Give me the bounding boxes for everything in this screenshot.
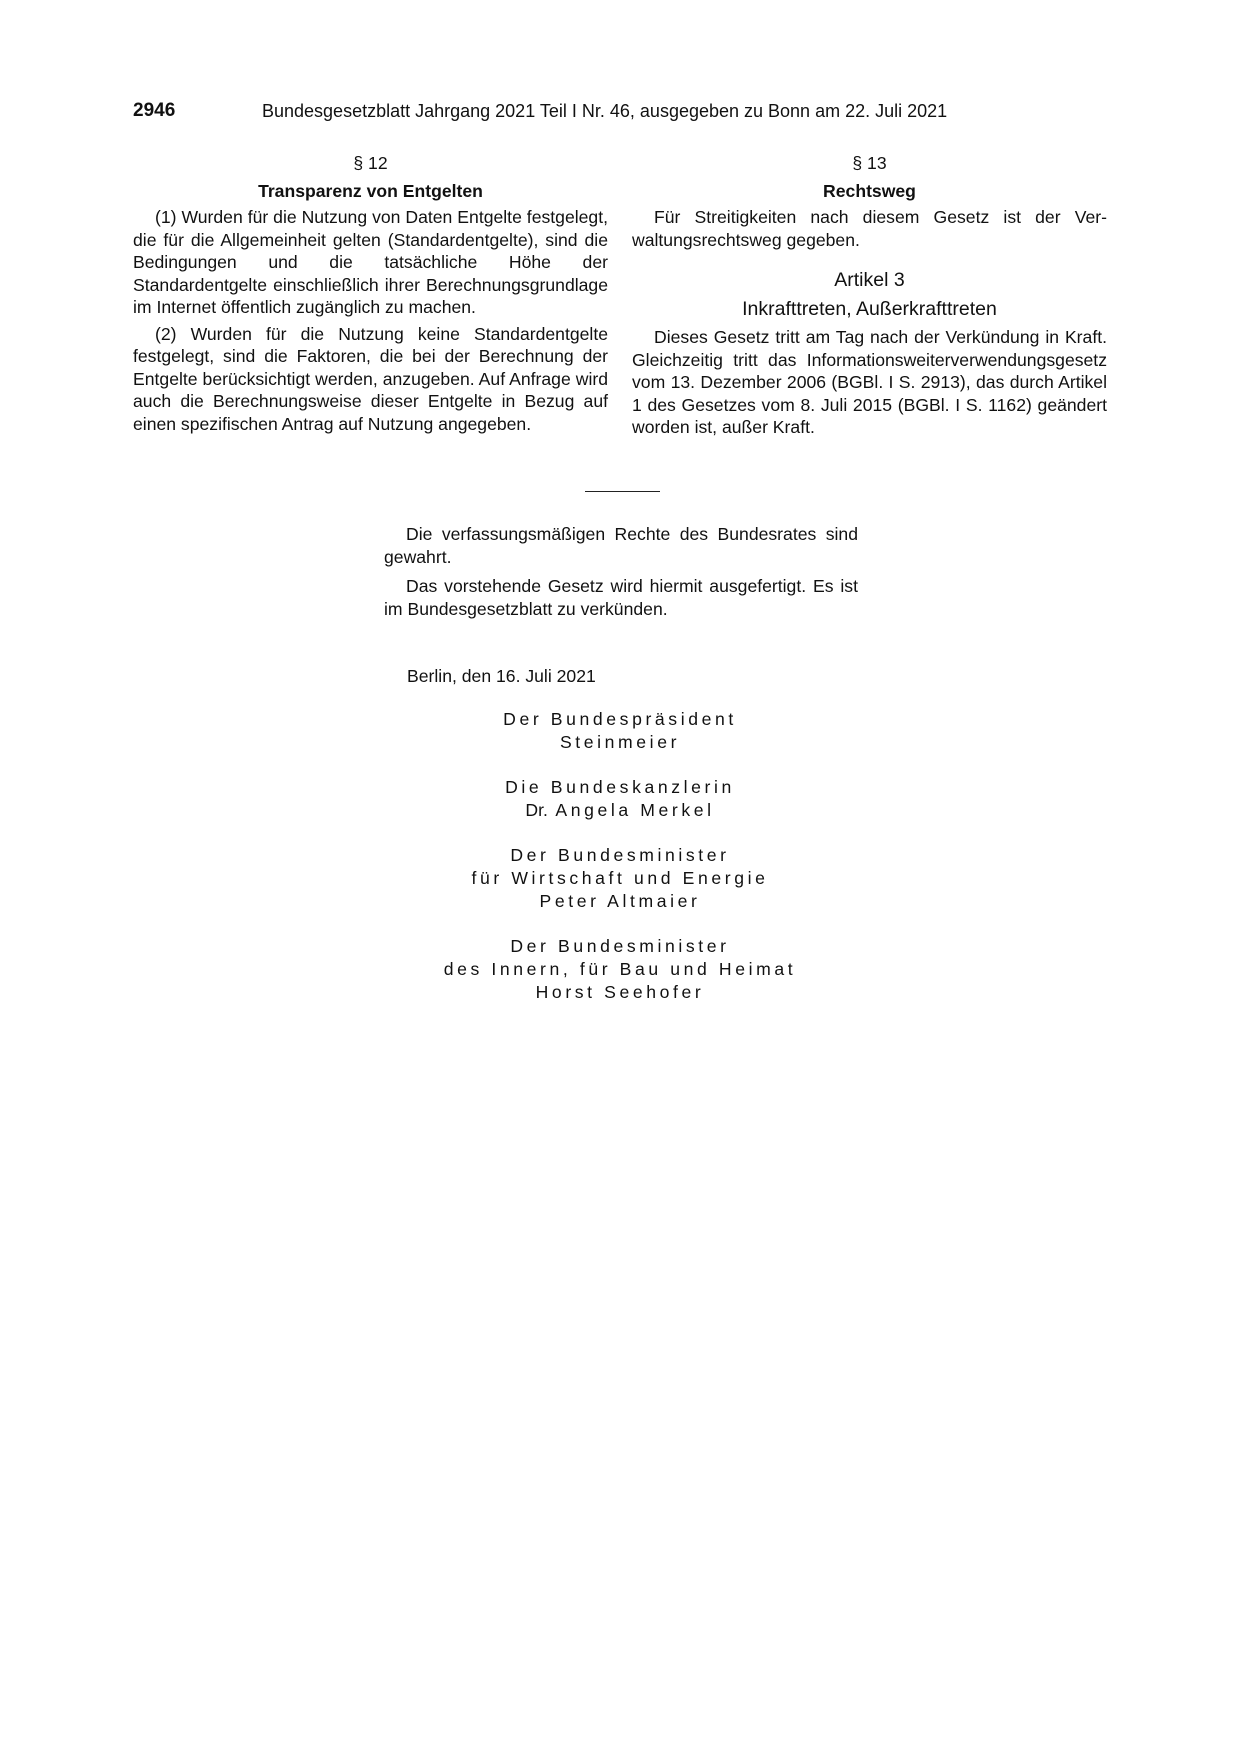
section-12-paragraph-2: (2) Wurden für die Nutzung keine Standardentgelte festgelegt, sind die Faktoren, die bei der Berechnung der Entgelte berücksichtigt werden, anzugeben. Auf Anfrage wird auch die Berechnungsweise dieser Entgelte in Bezug auf einen spezifischen Antrag auf Nutzung angegeben.	[133, 323, 608, 434]
signatory-title: Dr.	[525, 800, 548, 820]
signature-bundeskanzlerin	[380, 776, 860, 822]
signatory-name: Angela Merkel	[555, 800, 715, 820]
section-divider	[585, 491, 660, 492]
signatory-name: Horst Seehofer	[535, 982, 705, 1002]
signatory-role: Die Bundeskanzlerin	[505, 777, 735, 797]
signatory-role: Der Bundesminister	[510, 936, 730, 956]
article-3-subtitle: Inkrafttreten, Außerkrafttreten	[742, 297, 997, 320]
signature-block	[380, 708, 860, 1026]
signatory-role: Der Bundesminister	[510, 845, 730, 865]
page-number: 2946	[133, 100, 176, 121]
section-12-title: Transparenz von Entgelten	[258, 180, 483, 201]
left-column	[133, 152, 608, 439]
place-date: Berlin, den 16. Juli 2021	[407, 666, 596, 686]
signatory-department: für Wirtschaft und Energie	[471, 868, 769, 888]
section-12-number: § 12	[353, 153, 388, 173]
signatory-department: des Innern, für Bau und Heimat	[443, 959, 797, 979]
article-3-paragraph: Dieses Gesetz tritt am Tag nach der Verkündung in Kraft. Gleichzeitig tritt das Informationsweiterverwendungsgesetz vom 13. Dezember 2006 (BGBl. I S. 2913), das durch Artikel 1 des Gesetzes vom 8. Juli 2015 (BGBl. I S. 1162) geändert worden ist, außer Kraft.	[632, 327, 1107, 437]
signatory-role: Der Bundespräsident	[503, 709, 737, 729]
signatory-name: Steinmeier	[559, 732, 681, 752]
right-column	[632, 152, 1107, 443]
signatory-name: Peter Altmaier	[539, 891, 701, 911]
signature-wirtschaftsminister	[380, 844, 860, 913]
closing-formula	[384, 523, 858, 627]
signature-bundespraesident	[380, 708, 860, 754]
bundesrat-rights-paragraph: Die verfassungsmäßigen Rechte des Bundesrates sind gewahrt.	[384, 524, 858, 567]
signature-innenminister	[380, 935, 860, 1004]
signatory-name-line	[380, 799, 860, 822]
gazette-title: Bundesgesetzblatt Jahrgang 2021 Teil I Nr. 46, ausgegeben zu Bonn am 22. Juli 2021	[262, 101, 948, 121]
section-12-paragraph-1: (1) Wurden für die Nutzung von Daten Entgelte festgelegt, die für die Allgemeinheit gelten (Standardentgelte), sind die Bedingungen und die tatsächliche Höhe der Standardentgelte einschließlich ihrer Berechnungsgrundlage im Internet öffentlich zugänglich zu machen.	[133, 207, 608, 317]
section-13-title: Rechtsweg	[823, 180, 916, 201]
promulgation-paragraph: Das vorstehende Gesetz wird hiermit ausgefertigt. Es ist im Bundesgesetzblatt zu verkünden.	[384, 576, 858, 619]
page-header	[133, 100, 1108, 126]
article-3-title: Artikel 3	[834, 269, 905, 291]
section-13-number: § 13	[852, 153, 887, 173]
section-13-paragraph: Für Streitigkeiten nach diesem Gesetz ist der Verwaltungsrechtsweg gegeben.	[632, 207, 1107, 250]
